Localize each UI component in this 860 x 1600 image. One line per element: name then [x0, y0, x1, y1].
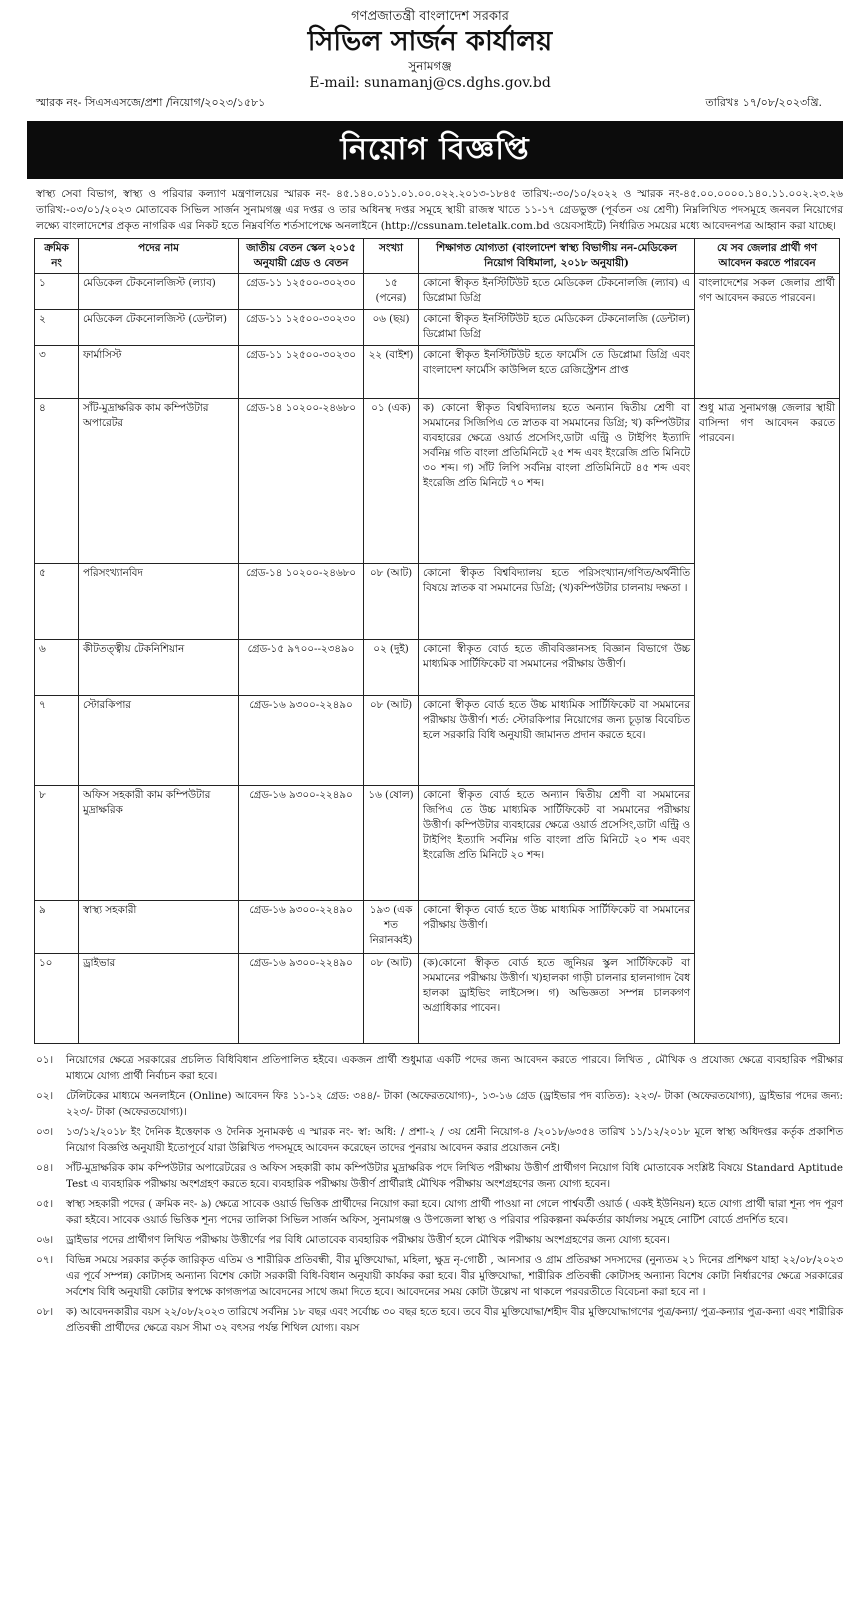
cell-qualification: কোনো স্বীকৃত ইনস্টিটিউট হতে মেডিকেল টেকনোলজি (ডেন্টাল) ডিপ্লোমা ডিগ্রি: [419, 310, 695, 346]
memo-number: স্মারক নং- সিএসএসজে/প্রশা /নিয়োগ/২০২৩/১৫৮১: [36, 96, 266, 109]
cell-post: স্টোরকিপার: [79, 696, 239, 786]
cell-serial: ৯: [35, 901, 79, 954]
table-header-row: [35, 239, 840, 274]
condition-text: ক) আবেদনকারীর বয়স ২২/০৮/২০২৩ তারিখে সর্বনিম্ন ১৮ বছর এবং সর্বোচ্চ ৩০ বছর হতে হবে। তবে বীর মুক্তিযোদ্ধা/শহীদ বীর মুক্তিযোদ্ধাগণের পুত্র/কন্যা/ পুত্র-কন্যার পুত্র-কন্যা এবং শারীরিক প্রতিবন্ধী প্রার্থীদের ক্ষেত্রে বয়স সীমা ৩২ বৎসর পর্যন্ত শিথিল যোগ্য। বয়স: [66, 1306, 843, 1334]
condition-text: ড্রাইভার পদের প্রার্থীগণ লিখিত পরীক্ষায় উত্তীর্ণের পর বিধি মোতাবেক ব্যবহারিক পরীক্ষায় উত্তীর্ণ হলে মৌখিক পরীক্ষায় অংশগ্রহণের জন্য যোগ্য হবেন।: [66, 1234, 670, 1246]
cell-qualification: ক) কোনো স্বীকৃত বিশ্ববিদ্যালয় হতে অন্যান দ্বিতীয় শ্রেণী বা সমমানের সিজিপিএ তে স্নাতক বা সমমানের ডিগ্রি; খ) কম্পিউটার ব্যবহারের ক্ষেত্রে ওয়ার্ড প্রসেসিং,ডাটা এন্ট্রি ও টাইপিং ইত্যাদি সর্বনিম্ন গতি বাংলা প্রতিমিনিটে ২৫ শব্দ এবং ইংরেজি প্রতি মিনিটে ৩০ শব্দ। গ) সাঁট লিপি সর্বনিম্ন বাংলা প্রতিমিনিটে ৪৫ শব্দ এবং ইংরেজি প্রতি মিনিটে ৭০ শব্দ।: [419, 399, 695, 564]
cell-count: ১৫ (পনের): [364, 274, 419, 310]
condition-text: বিভিন্ন সময়ে সরকার কর্তৃক জারিকৃত এতিম ও শারীরিক প্রতিবন্ধী, বীর মুক্তিযোদ্ধা, মহিলা, ক্ষুদ্র নৃ-গোষ্ঠী , আনসার ও গ্রাম প্রতিরক্ষা সদস্যদের (নুন্যতম ২১ দিনের প্রশিক্ষণ যাহা ২২/০৮/২০২৩ এর পূর্বে সম্পন্ন) কোটাসহ অন্যান্য বিশেষ কোটা সরকারী বিধি-বিধান অনুযায়ী কার্যকর করা হবে। বীর মুক্তিযোদ্ধা, শারীরিক প্রতিবন্ধী কোটাসহ অন্যান্য বিশেষ কোটা নির্ধারণের ক্ষেত্রে সরকারের সর্বশেষ বিধি অনুযায়ী কোটার স্বপক্ষে কাগজপত্র আবেদনের সাথে জমা দিতে হবে। আবেদনের সময় কোটা উল্লেখ না থাকলে পরবরতীতে বিবেচনা করা হবে না ।: [66, 1254, 843, 1298]
cell-count: ০৮ (আট): [364, 564, 419, 640]
cell-count: ০২ (দুই): [364, 640, 419, 696]
conditions-list: [36, 1052, 843, 1336]
cell-grade: গ্রেড-১৬ ৯৩০০-২২৪৯০: [239, 901, 364, 954]
cell-post: মেডিকেল টেকনোলজিস্ট (ল্যাব): [79, 274, 239, 310]
cell-serial: ৫: [35, 564, 79, 640]
cell-qualification: কোনো স্বীকৃত বোর্ড হতে অন্যান দ্বিতীয় শ্রেণী বা সমমানের জিপিএ তে উচ্চ মাধ্যমিক সার্টিফিকেট বা সমমানের পরীক্ষায় উত্তীর্ণ। কম্পিউটার ব্যবহারের ক্ষেত্রে ওয়ার্ড প্রসেসিং,ডাটা এন্ট্রি ও টাইপিং ইত্যাদি সর্বনিম্ন গতি বাংলা প্রতি মিনিটে ২০ শব্দ এবং ইংরেজি প্রতি মিনিটে ২০ শব্দ।: [419, 786, 695, 901]
cell-eligible: বাংলাদেশের সকল জেলার প্রার্থী গণ আবেদন করতে পারবেন।: [695, 274, 840, 399]
cell-grade: গ্রেড-১৬ ৯৩০০-২২৪৯০: [239, 786, 364, 901]
cell-grade: গ্রেড-১৫ ৯৭০০--২৩৪৯০: [239, 640, 364, 696]
cell-qualification: কোনো স্বীকৃত বোর্ড হতে জীববিজ্ঞানসহ বিজ্ঞান বিভাগে উচ্চ মাধ্যমিক সার্টিফিকেট বা সমমানের পরীক্ষায় উত্তীর্ণ।: [419, 640, 695, 696]
condition-text: নিয়োগের ক্ষেত্রে সরকারের প্রচলিত বিধিবিধান প্রতিপালিত হইবে। একজন প্রার্থী শুধুমাত্র একটি পদের জন্য আবেদন করতে পারবে। লিখিত , মৌখিক ও প্রযোজ্য ক্ষেত্রে ব্যবহারিক পরীক্ষার মাধ্যমে যোগ্য প্রার্থী নির্বাচন করা হবে।: [66, 1054, 843, 1082]
cell-post: কীটতত্ত্বীয় টেকনিশিয়ান: [79, 640, 239, 696]
office-email: E-mail: sunamanj@cs.dghs.gov.bd: [309, 75, 551, 91]
condition-number: ০৪।: [36, 1162, 54, 1174]
header-qualification: শিক্ষাগত যোগ্যতা (বাংলাদেশ স্বাস্থ্য বিভাগীয় নন-মেডিকেল নিয়োগ বিধিমালা, ২০১৮ অনুযায়ী): [419, 239, 695, 274]
cell-serial: ১০: [35, 954, 79, 1044]
cell-grade: গ্রেড-১৬ ৯৩০০-২২৪৯০: [239, 696, 364, 786]
cell-serial: ৮: [35, 786, 79, 901]
cell-grade: গ্রেড-১১ ১২৫০০-৩০২৩০: [239, 346, 364, 399]
cell-grade: গ্রেড-১১ ১২৫০০-৩০২৩০: [239, 274, 364, 310]
condition-item: [36, 1252, 843, 1300]
cell-post: সাঁট-মুদ্রাক্ষরিক কাম কম্পিউটার অপারেটর: [79, 399, 239, 564]
office-name: সিভিল সার্জন কার্যালয়: [307, 26, 553, 57]
condition-item: [36, 1304, 843, 1336]
cell-count: ০৮ (আট): [364, 954, 419, 1044]
condition-text: স্বাস্থ্য সহকারী পদের ( ক্রমিক নং- ৯) ক্ষেত্রে সাবেক ওয়ার্ড ভিত্তিক প্রার্থীদের নিয়োগ করা হবে। যোগ্য প্রার্থী পাওয়া না গেলে পার্শ্ববর্তী ওয়ার্ড ( একই ইউনিয়ন) হতে যোগ্য প্রার্থী দ্বারা শূন্য পদ পূরণ করা হইবে। সাবেক ওয়ার্ড ভিত্তিক শূন্য পদের তালিকা সিভিল সার্জন অফিস, সুনামগঞ্জ ও উপজেলা স্বাস্থ্য ও পরিবার পরিকল্পনা কর্মকর্তার কার্যালয় সমূহে নোটিশ বোর্ডে প্রদর্শিত হবে।: [66, 1198, 843, 1226]
condition-number: ০২।: [36, 1090, 54, 1102]
letterhead: [0, 0, 860, 92]
cell-serial: ১: [35, 274, 79, 310]
cell-count: ০১ (এক): [364, 399, 419, 564]
condition-item: [36, 1124, 843, 1156]
cell-grade: গ্রেড-১৪ ১০২০০-২৪৬৮০: [239, 564, 364, 640]
condition-item: [36, 1088, 843, 1120]
header-count: সংখ্যা: [364, 239, 419, 274]
cell-post: মেডিকেল টেকনোলজিস্ট (ডেন্টাল): [79, 310, 239, 346]
header-serial: ক্রমিক নং: [35, 239, 79, 274]
cell-post: ড্রাইভার: [79, 954, 239, 1044]
cell-qualification: কোনো স্বীকৃত ইনস্টিটিউট হতে মেডিকেল টেকনোলজি (ল্যাব) এ ডিপ্লোমা ডিগ্রি: [419, 274, 695, 310]
condition-text: ১৩/১২/২০১৮ ইং দৈনিক ইত্তেফাক ও দৈনিক সুনামকণ্ঠ এ স্মারক নং- স্বা: অধি: / প্রশা-২ / ৩য় শ্রেনী নিয়োগ-৪ /২০১৮/৬৩৫৪ তারিখ ১১/১২/২০১৮ মূলে স্বাস্থ্য অধিদপ্তর কর্তৃক প্রকাশিত নিয়োগ বিজ্ঞপ্তি অনুযায়ী ইতোপূর্বে যারা উল্লিখিত পদসমূহে আবেদন করেছেন তাদের পুনরায় আবেদন করার প্রয়োজন নেই।: [66, 1126, 843, 1154]
cell-count: ০৬ (ছয়): [364, 310, 419, 346]
memo-line: [0, 92, 860, 117]
cell-qualification: কোনো স্বীকৃত বোর্ড হতে উচ্চ মাধ্যমিক সার্টিফিকেট বা সমমানের পরীক্ষায় উত্তীর্ণ।: [419, 901, 695, 954]
cell-grade: গ্রেড-১৬ ৯৩০০-২২৪৯০: [239, 954, 364, 1044]
cell-eligible: শুধু মাত্র সুনামগঞ্জ জেলার স্থায়ী বাসিন্দা গণ আবেদন করতে পারবেন।: [695, 399, 840, 1044]
cell-post: ফার্মাসিস্ট: [79, 346, 239, 399]
cell-grade: গ্রেড-১৪ ১০২০০-২৪৬৮০: [239, 399, 364, 564]
cell-count: ১৯৩ (এক শত নিরানব্বই): [364, 901, 419, 954]
header-eligible: যে সব জেলার প্রার্থী গণ আবেদন করতে পারবেন: [695, 239, 840, 274]
cell-serial: ৩: [35, 346, 79, 399]
condition-item: [36, 1160, 843, 1192]
condition-number: ০৮।: [36, 1306, 54, 1318]
memo-date: তারিখঃ ১৭/০৮/২০২৩খ্রি.: [705, 96, 822, 109]
cell-count: ০৮ (আট): [364, 696, 419, 786]
cell-qualification: কোনো স্বীকৃত বিশ্ববিদ্যালয় হতে পরিসংখ্যান/গণিত/অর্থনীতি বিষয়ে স্নাতক বা সমমানের ডিগ্রি; (খ)কম্পিউটার চালনায় দক্ষতা ।: [419, 564, 695, 640]
cell-qualification: কোনো স্বীকৃত ইনস্টিটিউট হতে ফার্মেসি তে ডিপ্লোমা ডিগ্রি এবং বাংলাদেশ ফার্মেসি কাউন্সিল হতে রেজিস্ট্রেশন প্রাপ্ত: [419, 346, 695, 399]
table-row: [35, 274, 840, 310]
condition-number: ০৩।: [36, 1126, 54, 1138]
cell-count: ২২ (বাইশ): [364, 346, 419, 399]
condition-item: [36, 1232, 843, 1248]
cell-count: ১৬ (ষোল): [364, 786, 419, 901]
condition-item: [36, 1196, 843, 1228]
notice-title: নিয়োগ বিজ্ঞপ্তি: [27, 121, 843, 179]
condition-text: সাঁট-মুদ্রাক্ষরিক কাম কম্পিউটার অপারেটরের ও অফিস সহকারী কাম কম্পিউটার মুদ্রাক্ষরিক পদে লিখিত পরীক্ষায় উত্তীর্ণ প্রার্থীগণ নিয়োগ বিধি মোতাবেক সংশ্লিষ্ট বিষয়ে Standard Aptitude Test এ ব্যবহারিক পরীক্ষায় অংশগ্রহণ করতে হবে। ব্যবহারিক পরীক্ষায় উত্তীর্ণ প্রার্থীরাই মৌখিক পরীক্ষায় অংশগ্রহণের জন্য যোগ্য হবেন।: [66, 1162, 843, 1190]
district-name: সুনামগঞ্জ: [408, 59, 452, 73]
cell-post: পরিসংখ্যানবিদ: [79, 564, 239, 640]
cell-serial: ৬: [35, 640, 79, 696]
header-post: পদের নাম: [79, 239, 239, 274]
cell-qualification: (ক)কোনো স্বীকৃত বোর্ড হতে জুনিয়র স্কুল সার্টিফিকেট বা সমমানের পরীক্ষায় উত্তীর্ণ। খ)হালকা গাড়ী চালনার হালনাগাদ বৈধ হালকা ড্রাইভিং লাইসেন্স। গ) অভিজ্ঞতা সম্পন্ন চালকগণ অগ্রাধিকার পাবেন।: [419, 954, 695, 1044]
condition-number: ০৫।: [36, 1198, 54, 1210]
table-row: [35, 399, 840, 564]
cell-post: অফিস সহকারী কাম কম্পিউটার মুদ্রাক্ষরিক: [79, 786, 239, 901]
cell-serial: ৭: [35, 696, 79, 786]
condition-item: [36, 1052, 843, 1084]
government-name: গণপ্রজাতন্ত্রী বাংলাদেশ সরকার: [351, 9, 509, 24]
condition-number: ০১।: [36, 1054, 54, 1066]
cell-post: স্বাস্থ্য সহকারী: [79, 901, 239, 954]
cell-qualification: কোনো স্বীকৃত বোর্ড হতে উচ্চ মাধ্যমিক সার্টিফিকেট বা সমমানের পরীক্ষায় উত্তীর্ণ। শর্ত: স্টোরকিপার নিয়োগের জন্য চূড়ান্ত বিবেচিত হলে সরকারি বিধি অনুযায়ী জামানত প্রদান করতে হবে।: [419, 696, 695, 786]
cell-grade: গ্রেড-১১ ১২৫০০-৩০২৩০: [239, 310, 364, 346]
cell-serial: ২: [35, 310, 79, 346]
condition-text: টেলিটকের মাধ্যমে অনলাইনে (Online) আবেদন ফিঃ ১১-১২ গ্রেড: ৩৪৪/- টাকা (অফেরতযোগ্য)-, ১৩-১৬ গ্রেড (ড্রাইভার পদ ব্যতিত): ২২৩/- টাকা (অফেরতযোগ্য), ড্রাইভার পদের জন্য: ২২৩/- টাকা (অফেরতযোগ্য)।: [66, 1090, 843, 1118]
header-grade: জাতীয় বেতন স্কেল ২০১৫ অনুযায়ী গ্রেড ও বেতন: [239, 239, 364, 274]
condition-number: ০৭।: [36, 1254, 54, 1266]
intro-paragraph: স্বাস্থ্য সেবা বিভাগ, স্বাস্থ্য ও পরিবার কল্যাণ মন্ত্রণালয়ের স্মারক নং- ৪৫.১৪০.০১১.০১.০০.০২২.২০১৩-১৮৪৫ তারিখ:-৩০/১০/২০২২ ও স্মারক নং-৪৫.০০.০০০০.১৪০.১১.০০২.২৩.২৬ তারিখ:-০৩/০১/২০২৩ মোতাবেক সিভিল সার্জন সুনামগঞ্জ এর দপ্তর ও তার অধিনস্থ দপ্তর সমূহে স্থায়ী রাজস্ব খাতে ১১-১৭ গ্রেডভুক্ত (পূর্বতন ৩য় শ্রেণী) নিম্নলিখিত পদসমূহে জনবল নিয়োগের লক্ষ্যে বাংলাদেশের প্রকৃত নাগরিক এর নিকট হতে নিম্নবর্ণিত শর্তসাপেক্ষে অনলাইনে (http://cssunam.teletalk.com.bd ওয়েবসাইটে) নির্ধারিত সময়ের মধ্যে আবেদনপত্র আহ্বান করা যাচ্ছে।: [36, 188, 843, 232]
condition-number: ০৬।: [36, 1234, 54, 1246]
vacancy-table: [34, 238, 840, 1044]
cell-serial: ৪: [35, 399, 79, 564]
